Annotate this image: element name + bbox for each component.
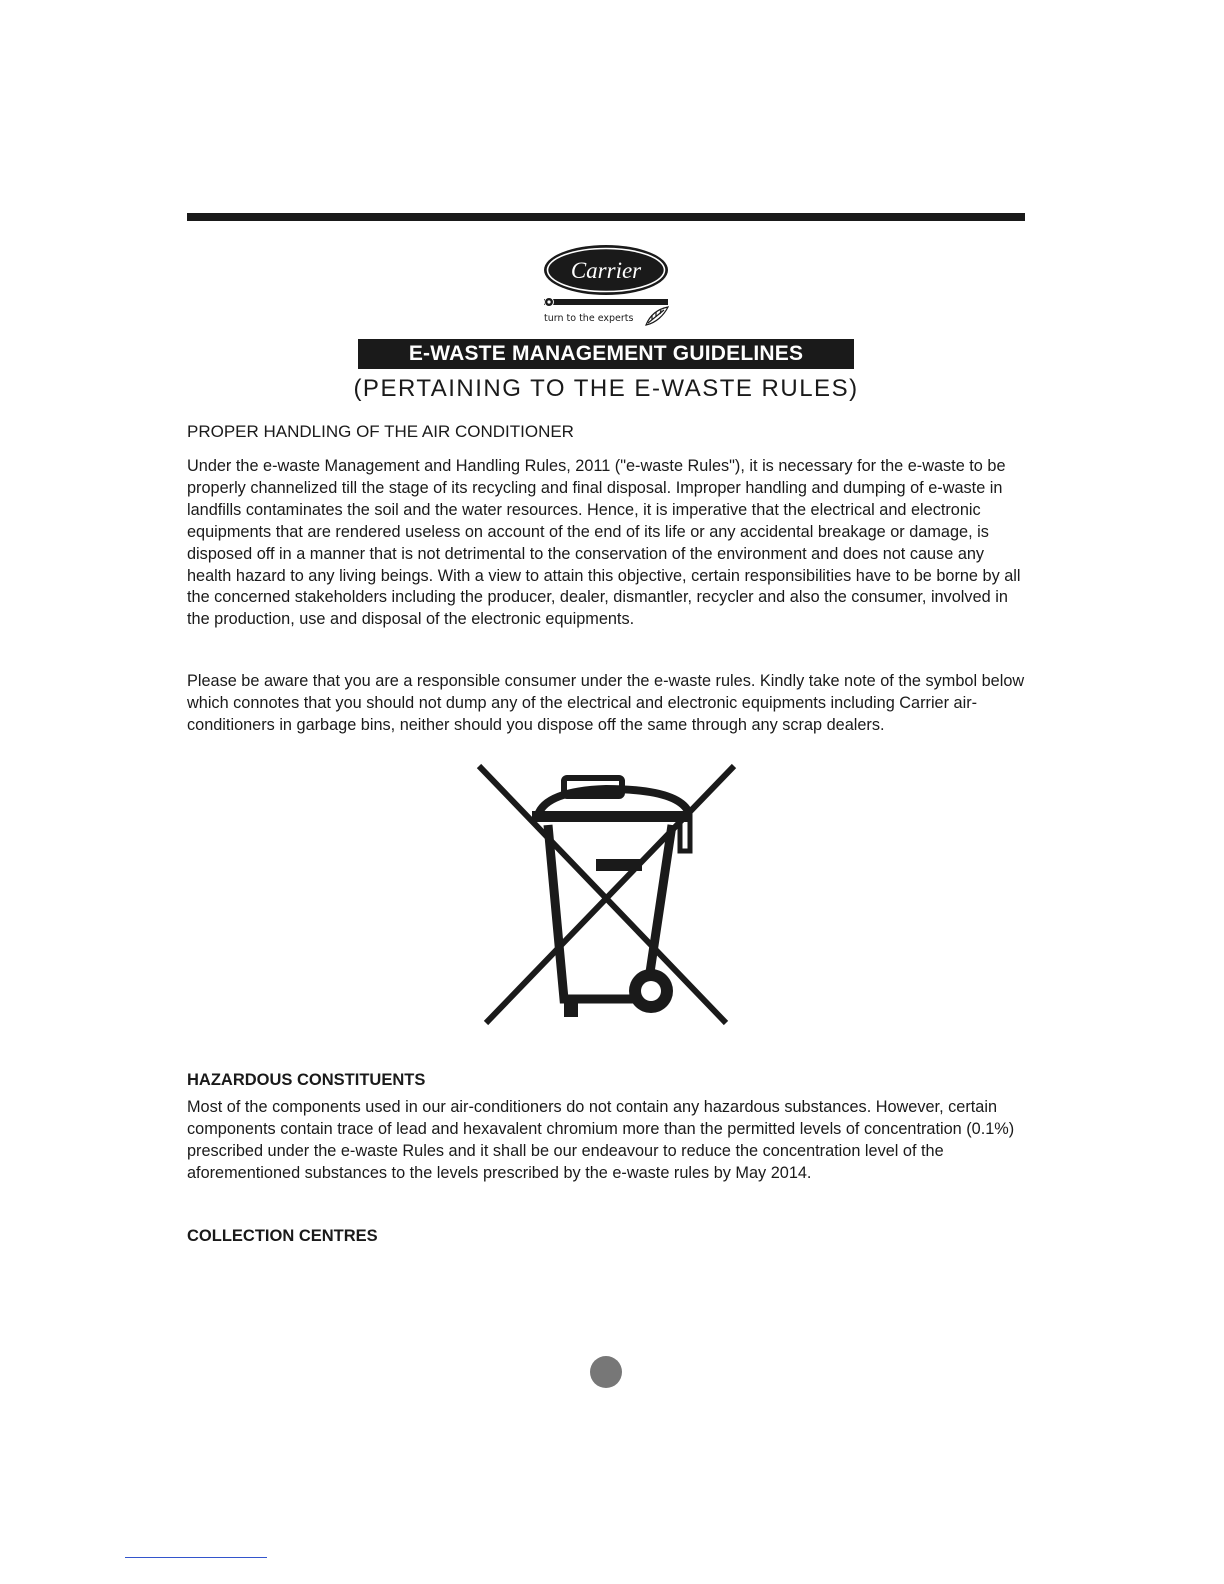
paragraph-hazardous-constituents: Most of the components used in our air-conditioners do not contain any hazardous substances. However, certain components contain trace of lead and hexavalent chromium more than the permitted levels of concentration (0.1%) prescribed under the e-waste Rules and it shall be our endeavour to reduce the concentration level of the aforementioned substances to the levels prescribed by the e-waste rules by May 2014. — [187, 1098, 1015, 1182]
carrier-logo — [540, 243, 672, 329]
section-heading-hazardous-constituents: HAZARDOUS CONSTITUENTS — [187, 1071, 426, 1089]
page-number-circle — [590, 1356, 622, 1388]
footer-line — [125, 1557, 267, 1558]
logo-brand-text: Carrier — [570, 258, 642, 283]
logo-tagline: turn to the experts — [544, 313, 634, 324]
top-divider — [187, 213, 1025, 221]
crossed-out-wheelie-bin-icon — [476, 763, 738, 1027]
paragraph-ewaste-rules: Under the e-waste Management and Handling Rules, 2011 ("e-waste Rules"), it is necessary for the e-waste to be properly channelized till the stage of its recycling and final disposal. Improper handling and dumping of e-waste in landfills contaminates the soil and the water resources. Hence, it is imperative that the electrical and electronic equipments that are rendered useless on account of the end of its life or any accidental breakage or damage, is disposed off in a manner that is not detrimental to the conservation of the environment and does not cause any health hazard to any living beings. With a view to attain this objective, certain responsibilities have to be borne by all the concerned stakeholders including the producer, dealer, dismantler, recycler and also the consumer, involved in the production, use and disposal of the electronic equipments. — [187, 457, 1021, 629]
paragraph-consumer-responsibility: Please be aware that you are a responsible consumer under the e-waste rules. Kindly take note of the symbol below which connotes that you should not dump any of the electrical and electronic equipments including Carrier air-conditioners in garbage bins, neither should you dispose off the same through any scrap dealers. — [187, 672, 1025, 734]
page-subtitle: (PERTAINING TO THE E-WASTE RULES) — [353, 375, 859, 402]
section-heading-collection-centres: COLLECTION CENTRES — [187, 1227, 378, 1245]
page-title: E-WASTE MANAGEMENT GUIDELINES — [358, 339, 854, 369]
section-heading-proper-handling: PROPER HANDLING OF THE AIR CONDITIONER — [187, 422, 574, 441]
leaf-icon — [646, 307, 668, 325]
